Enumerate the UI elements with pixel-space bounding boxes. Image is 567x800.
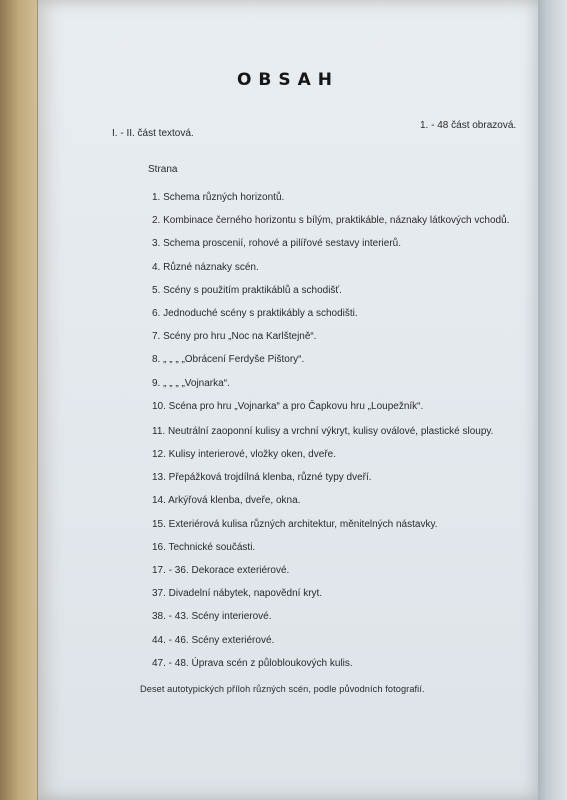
toc-item-11: 11. Neutrální zaoponní kulisy a vrchní výkryt, kulisy oválové, plastické sloupy. bbox=[152, 425, 494, 437]
toc-item-5: 5. Scény s použitím praktikáblů a schodišť. bbox=[152, 284, 342, 296]
toc-item-47-48: 47. - 48. Úprava scén z půlobloukových kulis. bbox=[152, 657, 353, 669]
toc-item-9: 9. „ „ „ „Vojnarka“. bbox=[152, 377, 230, 389]
left-page-edge bbox=[0, 0, 40, 800]
toc-item-12: 12. Kulisy interierové, vložky oken, dveře. bbox=[152, 449, 336, 461]
toc-item-8: 8. „ „ „ „Obrácení Ferdyše Pištory“. bbox=[152, 354, 305, 366]
toc-item-6: 6. Jednoduché scény s praktikábly a schodišti. bbox=[152, 307, 358, 319]
document-page bbox=[38, 0, 538, 800]
text-section-range: I. - II. část textová. bbox=[112, 128, 194, 139]
right-page-edge bbox=[533, 0, 567, 800]
toc-item-1: 1. Schema různých horizontů. bbox=[152, 192, 285, 203]
page-heading: Strana bbox=[148, 164, 178, 175]
footnote: Deset autotypických příloh různých scén, podle původních fotografií. bbox=[140, 684, 425, 694]
toc-item-16: 16. Technické součásti. bbox=[152, 541, 256, 553]
toc-item-2: 2. Kombinace černého horizontu s bílým, praktikáble, náznaky látkových vchodů. bbox=[152, 215, 510, 227]
image-section-range: 1. - 48 část obrazová. bbox=[420, 120, 517, 131]
toc-item-37: 37. Divadelní nábytek, napovědní kryt. bbox=[152, 588, 323, 600]
toc-item-4: 4. Různé náznaky scén. bbox=[152, 261, 259, 273]
toc-item-38-43: 38. - 43. Scény interierové. bbox=[152, 611, 272, 623]
toc-item-7: 7. Scény pro hru „Noc na Karlštejně“. bbox=[152, 331, 317, 343]
toc-item-10: 10. Scéna pro hru „Vojnarka“ a pro Čapkovu hru „Loupežník“. bbox=[152, 400, 424, 412]
toc-item-17-36: 17. - 36. Dekorace exteriérové. bbox=[152, 565, 290, 576]
toc-item-14: 14. Arkýřová klenba, dveře, okna. bbox=[152, 495, 301, 507]
page-title: OBSAH bbox=[236, 70, 340, 90]
toc-item-15: 15. Exteriérová kulisa různých architektur, měnitelných nástavky. bbox=[152, 518, 438, 530]
toc-item-3: 3. Schema proscenií, rohové a pilířové sestavy interierů. bbox=[152, 238, 402, 250]
toc-item-13: 13. Přepážková trojdílná klenba, různé typy dveří. bbox=[152, 472, 372, 484]
table-of-contents bbox=[152, 192, 532, 679]
toc-item-44-46: 44. - 46. Scény exteriérové. bbox=[152, 634, 275, 646]
